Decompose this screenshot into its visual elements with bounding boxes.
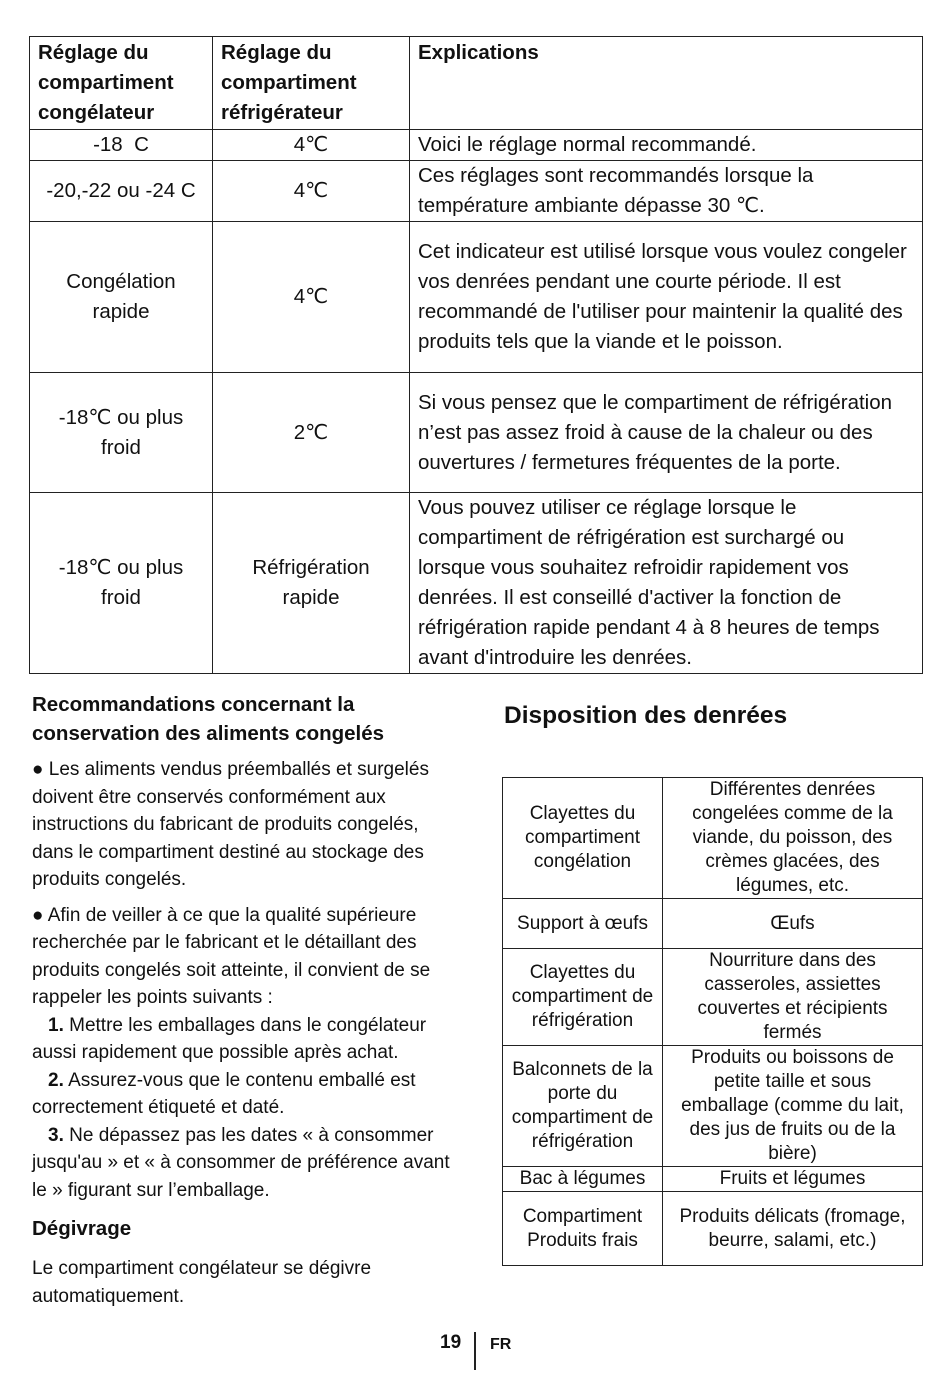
storage-foods: Produits ou boissons de petite taille et sous emballage (comme du lait, des jus de fruits ou de la bière)	[663, 1046, 923, 1167]
freezer-setting: -18℃ ou plus froid	[30, 373, 213, 493]
table-row	[30, 130, 923, 161]
defrost-title: Dégivrage	[32, 1217, 132, 1240]
fridge-setting: 4℃	[213, 161, 410, 222]
storage-location: Bac à légumes	[503, 1167, 663, 1192]
footer-divider	[474, 1332, 476, 1370]
item-text: Ne dépassez pas les dates « à consommer jusqu'au » et « à consommer de préférence avant le » figurant sur l’emballage.	[32, 1124, 450, 1201]
storage-foods: Nourriture dans des casseroles, assiettes couvertes et récipients fermés	[663, 949, 923, 1046]
explanation: Voici le réglage normal recommandé.	[410, 130, 923, 161]
storage-foods: Produits délicats (fromage, beurre, salami, etc.)	[663, 1192, 923, 1266]
table-row	[503, 949, 923, 1046]
table-row	[503, 778, 923, 899]
numbered-item	[32, 1012, 464, 1067]
settings-table	[29, 36, 923, 674]
explanation: Ces réglages sont recommandés lorsque la température ambiante dépasse 30 ℃.	[410, 161, 923, 222]
fridge-setting: 4℃	[213, 130, 410, 161]
recommendations-title: Recommandations concernant la conservation des aliments congelés	[32, 693, 385, 745]
placement-title: Disposition des denrées	[504, 702, 788, 729]
table-row	[503, 899, 923, 949]
settings-header-row	[30, 37, 923, 130]
table-row	[30, 222, 923, 373]
table-row	[30, 161, 923, 222]
header-explanation: Explications	[410, 37, 923, 130]
item-number: 2.	[48, 1069, 64, 1091]
storage-foods: Fruits et légumes	[663, 1167, 923, 1192]
table-row	[503, 1192, 923, 1266]
table-row	[30, 373, 923, 493]
header-freezer: Réglage du compartiment congélateur	[30, 37, 213, 130]
numbered-item	[32, 1122, 464, 1205]
explanation: Si vous pensez que le compartiment de réfrigération n’est pas assez froid à cause de la chaleur ou des ouvertures / fermetures fréquentes de la porte.	[410, 373, 923, 493]
item-number: 1.	[48, 1014, 64, 1036]
freezer-setting: -18 C	[30, 130, 213, 161]
storage-location: Clayettes du compartiment de réfrigération	[503, 949, 663, 1046]
page-number: 19	[440, 1332, 462, 1353]
item-number: 3.	[48, 1124, 64, 1146]
header-fridge: Réglage du compartiment réfrigérateur	[213, 37, 410, 130]
language-code: FR	[490, 1336, 512, 1353]
explanation: Vous pouvez utiliser ce réglage lorsque le compartiment de réfrigération est surchargé ou lorsque vous souhaitez refroidir rapidement vos denrées. Il est conseillé d'activer la fonction de réfrigération rapide pendant 4 à 8 heures de temps avant d'introduire les denrées.	[410, 493, 923, 674]
table-row	[503, 1167, 923, 1192]
storage-location: Compartiment Produits frais	[503, 1192, 663, 1266]
recommendations-section	[32, 690, 464, 1318]
storage-location: Clayettes du compartiment congélation	[503, 778, 663, 899]
placement-table	[502, 777, 923, 1266]
freezer-setting: -18℃ ou plus froid	[30, 493, 213, 674]
fridge-setting: 4℃	[213, 222, 410, 373]
storage-foods: Différentes denrées congelées comme de la viande, du poisson, des crèmes glacées, des légumes, etc.	[663, 778, 923, 899]
table-row	[30, 493, 923, 674]
bullet-paragraph: ● Les aliments vendus préemballés et surgelés doivent être conservés conformément aux instructions du fabricant de produits congelés, dans le compartiment destiné au stockage des produits congelés.	[32, 759, 429, 890]
fridge-setting: Réfrigération rapide	[213, 493, 410, 674]
table-row	[503, 1046, 923, 1167]
bullet-paragraph: ● Afin de veiller à ce que la qualité supérieure recherchée par le fabricant et le détaillant des produits congelés soit atteinte, il convient de se rappeler les points suivants :	[32, 904, 431, 1008]
freezer-setting: Congélation rapide	[30, 222, 213, 373]
numbered-item	[32, 1067, 464, 1122]
defrost-text: Le compartiment congélateur se dégivre automatiquement.	[32, 1258, 372, 1307]
freezer-setting: -20,-22 ou -24 C	[30, 161, 213, 222]
storage-foods: Œufs	[663, 899, 923, 949]
item-text: Assurez-vous que le contenu emballé est correctement étiqueté et daté.	[32, 1069, 416, 1118]
storage-location: Balconnets de la porte du compartiment de réfrigération	[503, 1046, 663, 1167]
explanation: Cet indicateur est utilisé lorsque vous voulez congeler vos denrées pendant une courte période. Il est recommandé de l'utiliser pour maintenir la qualité des produits tels que la viande et le poisson.	[410, 222, 923, 373]
storage-location: Support à œufs	[503, 899, 663, 949]
item-text: Mettre les emballages dans le congélateur aussi rapidement que possible après achat.	[32, 1014, 427, 1063]
fridge-setting: 2℃	[213, 373, 410, 493]
